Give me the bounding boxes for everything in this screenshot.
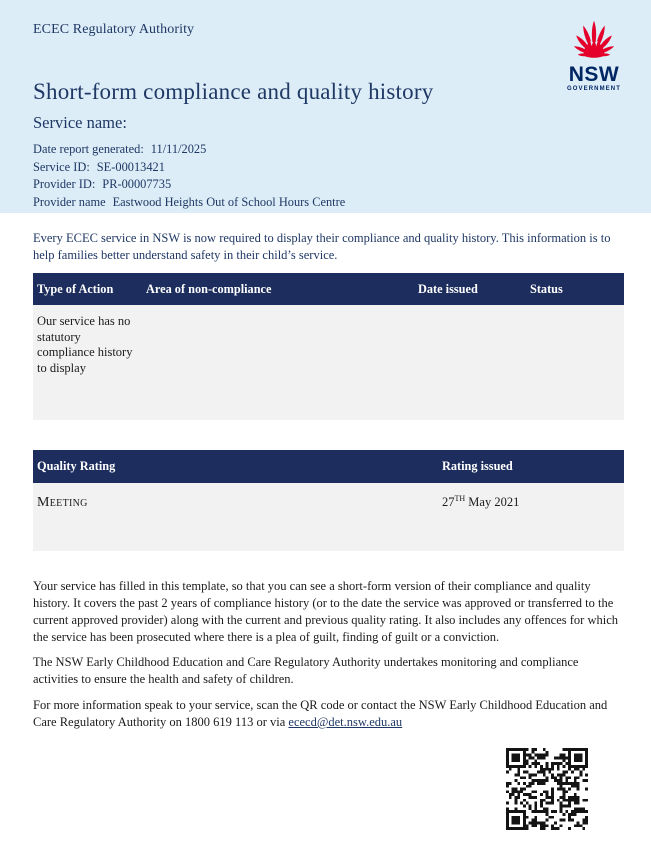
quality-rating-value: Meeting [33, 483, 438, 551]
detail-row-service-id [33, 159, 345, 177]
report-details [33, 141, 345, 211]
column-header-quality-rating: Quality Rating [33, 450, 438, 483]
nsw-logo-subtext: GOVERNMENT [566, 86, 621, 92]
empty-cell [526, 305, 624, 420]
detail-label: Date report generated: [33, 142, 144, 156]
column-header-status: Status [526, 273, 624, 305]
report-header [0, 0, 651, 213]
compliance-empty-row [33, 305, 624, 420]
org-name: ECEC Regulatory Authority [33, 22, 195, 37]
detail-value: SE-00013421 [96, 159, 165, 174]
report-body [0, 230, 651, 830]
qr-code [506, 748, 588, 830]
email-link[interactable]: ececd@det.nsw.edu.au [288, 715, 403, 729]
compliance-history-table [33, 273, 624, 420]
detail-row-date-generated [33, 141, 345, 159]
service-name-label: Service name: [33, 113, 127, 132]
column-header-rating-issued: Rating issued [438, 450, 624, 483]
contact-text: For more information speak to your service, scan the QR code or contact the NSW Early Childhood Education and Care Regulatory Authority on 1800 619 113 or via [33, 698, 608, 729]
column-header-area-of-non-compliance: Area of non-compliance [142, 273, 414, 305]
empty-cell [414, 305, 526, 420]
compliance-table-header-row [33, 273, 624, 305]
waratah-icon [565, 16, 623, 60]
page-title: Short-form compliance and quality history [33, 79, 434, 104]
detail-label: Provider ID: [33, 177, 96, 191]
detail-row-provider-name [33, 194, 345, 212]
empty-cell [142, 305, 414, 420]
issued-ordinal: TH [454, 493, 466, 503]
template-description-paragraph: Your service has filled in this template, so that you can see a short-form version of their compliance and quality history. It covers the past 2 years of compliance history (or to the date the service was approved or transferred to the current approved provider) along with the current and previous quality rating. It also includes any offences for which the service has been prosecuted where there is a plea of guilt, finding of guilt or a conviction. [33, 579, 618, 644]
detail-value: 11/11/2025 [150, 142, 207, 156]
detail-label: Service ID: [33, 159, 90, 174]
column-header-date-issued: Date issued [414, 273, 526, 305]
quality-table-header-row [33, 450, 624, 483]
intro-paragraph: Every ECEC service in NSW is now required to display their compliance and quality history. This information is to help families better understand safety in their child’s service. [33, 231, 611, 262]
issued-day: 27 [442, 495, 455, 509]
nsw-government-logo [564, 16, 624, 92]
compliance-empty-message: Our service has no statutory compliance history to display [33, 305, 142, 420]
detail-row-provider-id [33, 176, 345, 194]
authority-paragraph: The NSW Early Childhood Education and Care Regulatory Authority undertakes monitoring and compliance activities to ensure the health and safety of children. [33, 655, 579, 686]
issued-rest: May 2021 [465, 495, 520, 509]
detail-value: Eastwood Heights Out of School Hours Centre [112, 194, 346, 209]
nsw-logo-text: NSW [568, 63, 620, 86]
quality-rating-table [33, 450, 624, 551]
rating-issued-date [438, 483, 624, 551]
column-header-type-of-action: Type of Action [33, 273, 142, 305]
quality-rating-row [33, 483, 624, 551]
detail-label: Provider name [33, 194, 106, 209]
contact-paragraph [33, 697, 621, 731]
detail-value: PR-00007735 [102, 177, 172, 191]
